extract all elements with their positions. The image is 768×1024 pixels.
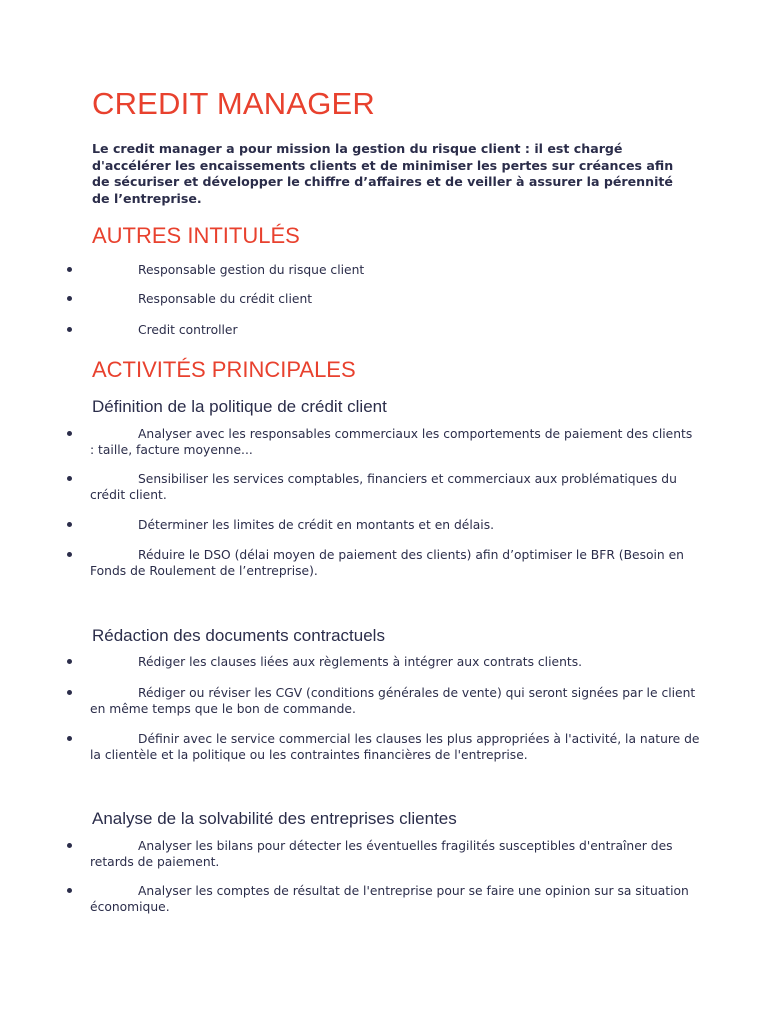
- heading-activites-principales: ACTIVITÉS PRINCIPALES: [92, 357, 356, 382]
- list-item-text: Responsable du crédit client: [138, 292, 313, 306]
- section-heading: Définition de la politique de crédit client: [92, 397, 387, 416]
- bullet-icon: [67, 552, 72, 557]
- bullet-icon: [67, 431, 72, 436]
- list-item-text: Définir avec le service commercial les clauses les plus appropriées à l'activité, la nature de la clientèle et la politique ou les contraintes financières de l'entreprise.: [90, 732, 700, 762]
- list-item-text: Analyser les bilans pour détecter les éventuelles fragilités susceptibles d'entraîner des retards de paiement.: [90, 839, 673, 869]
- list-item-text: Réduire le DSO (délai moyen de paiement des clients) afin d’optimiser le BFR (Besoin en Fonds de Roulement de l’entreprise).: [90, 548, 684, 578]
- bullet-icon: [67, 522, 72, 527]
- bullet-icon: [67, 327, 72, 332]
- list-item-text: Responsable gestion du risque client: [138, 263, 365, 277]
- bullet-icon: [67, 476, 72, 481]
- list-item-text: Rédiger les clauses liées aux règlements à intégrer aux contrats clients.: [138, 655, 583, 669]
- list-item-text: Rédiger ou réviser les CGV (conditions générales de vente) qui seront signées par le client en même temps que le bon de commande.: [90, 686, 696, 716]
- list-item-text: Analyser les comptes de résultat de l'entreprise pour se faire une opinion sur sa situation économique.: [90, 884, 689, 914]
- heading-autres-intitules: AUTRES INTITULÉS: [92, 223, 300, 248]
- page-title: CREDIT MANAGER: [92, 86, 375, 121]
- section-heading: Analyse de la solvabilité des entreprises clientes: [92, 809, 457, 828]
- intro-paragraph: Le credit manager a pour mission la gestion du risque client : il est chargé d'accélérer les encaissements clients et de minimiser les pertes sur créances afin de sécuriser et développer le chiffre d’affaires et de veiller à assurer la pérennité de l’entreprise.: [92, 141, 674, 206]
- list-item-text: Sensibiliser les services comptables, financiers et commerciaux aux problématiques du crédit client.: [90, 472, 677, 502]
- bullet-icon: [67, 659, 72, 664]
- bullet-icon: [67, 267, 72, 272]
- list-item-text: Analyser avec les responsables commerciaux les comportements de paiement des clients : taille, facture moyenne...: [90, 427, 693, 457]
- list-item-text: Credit controller: [138, 323, 238, 337]
- bullet-icon: [67, 736, 72, 741]
- section-heading: Rédaction des documents contractuels: [92, 626, 385, 645]
- list-item-text: Déterminer les limites de crédit en montants et en délais.: [138, 518, 495, 532]
- bullet-icon: [67, 296, 72, 301]
- bullet-icon: [67, 843, 72, 848]
- bullet-icon: [67, 690, 72, 695]
- bullet-icon: [67, 888, 72, 893]
